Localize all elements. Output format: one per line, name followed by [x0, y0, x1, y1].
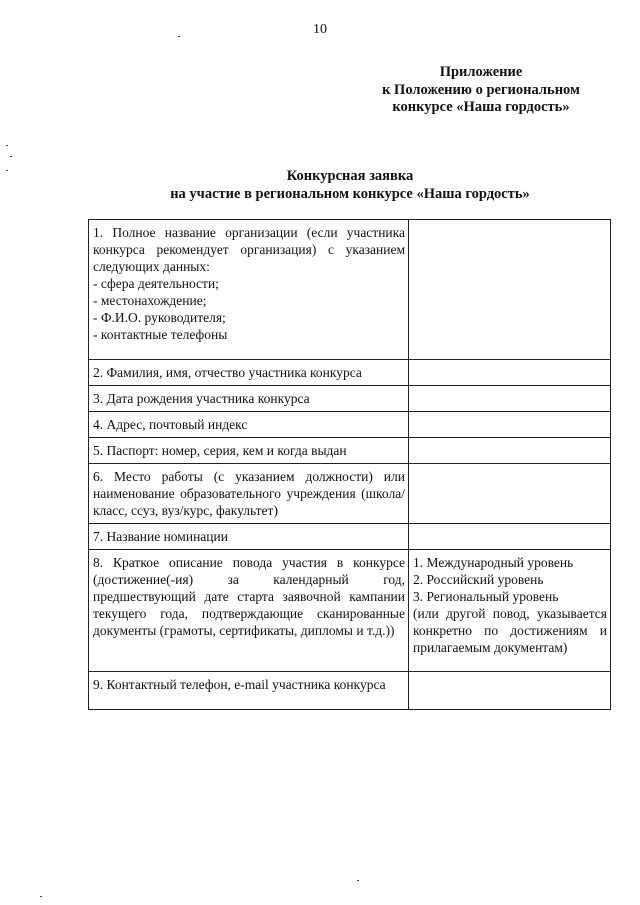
appendix-line-3: конкурсе «Наша гордость»	[392, 99, 570, 115]
level-option: 1. Международный уровень	[413, 555, 574, 570]
scan-speck	[6, 170, 8, 171]
form-value-cell[interactable]	[409, 386, 611, 412]
scan-speck	[178, 36, 180, 37]
application-form-table	[88, 219, 611, 710]
form-label-cell	[89, 220, 409, 360]
scan-speck	[6, 145, 8, 146]
form-row-full-name	[89, 360, 611, 386]
form-label-text: - Ф.И.О. руководителя;	[93, 310, 226, 325]
form-value-cell[interactable]	[409, 550, 611, 672]
form-row-address	[89, 412, 611, 438]
form-label-text: 8. Краткое описание повода участия в конкурсе (достижение(-ия) за календарный год, предшествующий дате старта заявочной кампании текущего года, подтверждающие сканированные документы (грамоты, сертификаты, дипломы и т.д.))	[93, 555, 405, 638]
form-label-text: 9. Контактный телефон, e-mail участника конкурса	[93, 677, 386, 692]
form-label-cell	[89, 550, 409, 672]
form-label-text: - сфера деятельности;	[93, 276, 219, 291]
form-title	[0, 168, 640, 203]
appendix-line-2: к Положению о региональном	[382, 81, 580, 98]
form-label-text: 3. Дата рождения участника конкурса	[93, 391, 310, 406]
form-row-passport	[89, 438, 611, 464]
form-value-cell[interactable]	[409, 360, 611, 386]
form-label-cell	[89, 672, 409, 710]
form-value-cell[interactable]	[409, 672, 611, 710]
form-row-contacts	[89, 672, 611, 710]
form-value-cell[interactable]	[409, 464, 611, 524]
form-label-text: 4. Адрес, почтовый индекс	[93, 417, 248, 432]
form-label-text: - контактные телефоны	[93, 327, 228, 342]
form-label-text: 7. Название номинации	[93, 529, 228, 544]
form-title-line-2: на участие в региональном конкурсе «Наша гордость»	[170, 185, 530, 202]
form-value-cell[interactable]	[409, 524, 611, 550]
form-label-cell	[89, 438, 409, 464]
scan-speck	[10, 156, 12, 157]
form-label-text: 2. Фамилия, имя, отчество участника конкурса	[93, 365, 362, 380]
form-label-text: 6. Место работы (с указанием должности) или наименование образовательного учреждения (школа/класс, ссуз, вуз/курс, факультет)	[93, 469, 405, 518]
form-row-workplace	[89, 464, 611, 524]
form-row-organization	[89, 220, 611, 360]
appendix-header	[372, 64, 590, 117]
level-note: (или другой повод, указывается конкретно по достижениям и прилагаемым документам)	[413, 606, 607, 655]
form-label-cell	[89, 524, 409, 550]
form-value-cell[interactable]	[409, 412, 611, 438]
page-number: 10	[313, 22, 327, 37]
form-label-text: 5. Паспорт: номер, серия, кем и когда выдан	[93, 443, 347, 458]
scan-speck	[357, 880, 359, 881]
form-label-cell	[89, 412, 409, 438]
form-label-text: 1. Полное название организации (если участника конкурса рекомендует организация) с указанием следующих данных:	[93, 225, 405, 274]
form-label-cell	[89, 386, 409, 412]
level-option: 2. Российский уровень	[413, 572, 544, 587]
form-label-text: - местонахождение;	[93, 293, 207, 308]
form-title-line-1: Конкурсная заявка	[286, 168, 414, 184]
form-label-cell	[89, 360, 409, 386]
form-row-description	[89, 550, 611, 672]
level-option: 3. Региональный уровень	[413, 589, 559, 604]
appendix-line-1: Приложение	[439, 64, 523, 80]
scan-speck	[40, 896, 42, 897]
form-value-cell[interactable]	[409, 438, 611, 464]
form-row-nomination	[89, 524, 611, 550]
form-row-birth-date	[89, 386, 611, 412]
form-label-cell	[89, 464, 409, 524]
form-value-cell[interactable]	[409, 220, 611, 360]
